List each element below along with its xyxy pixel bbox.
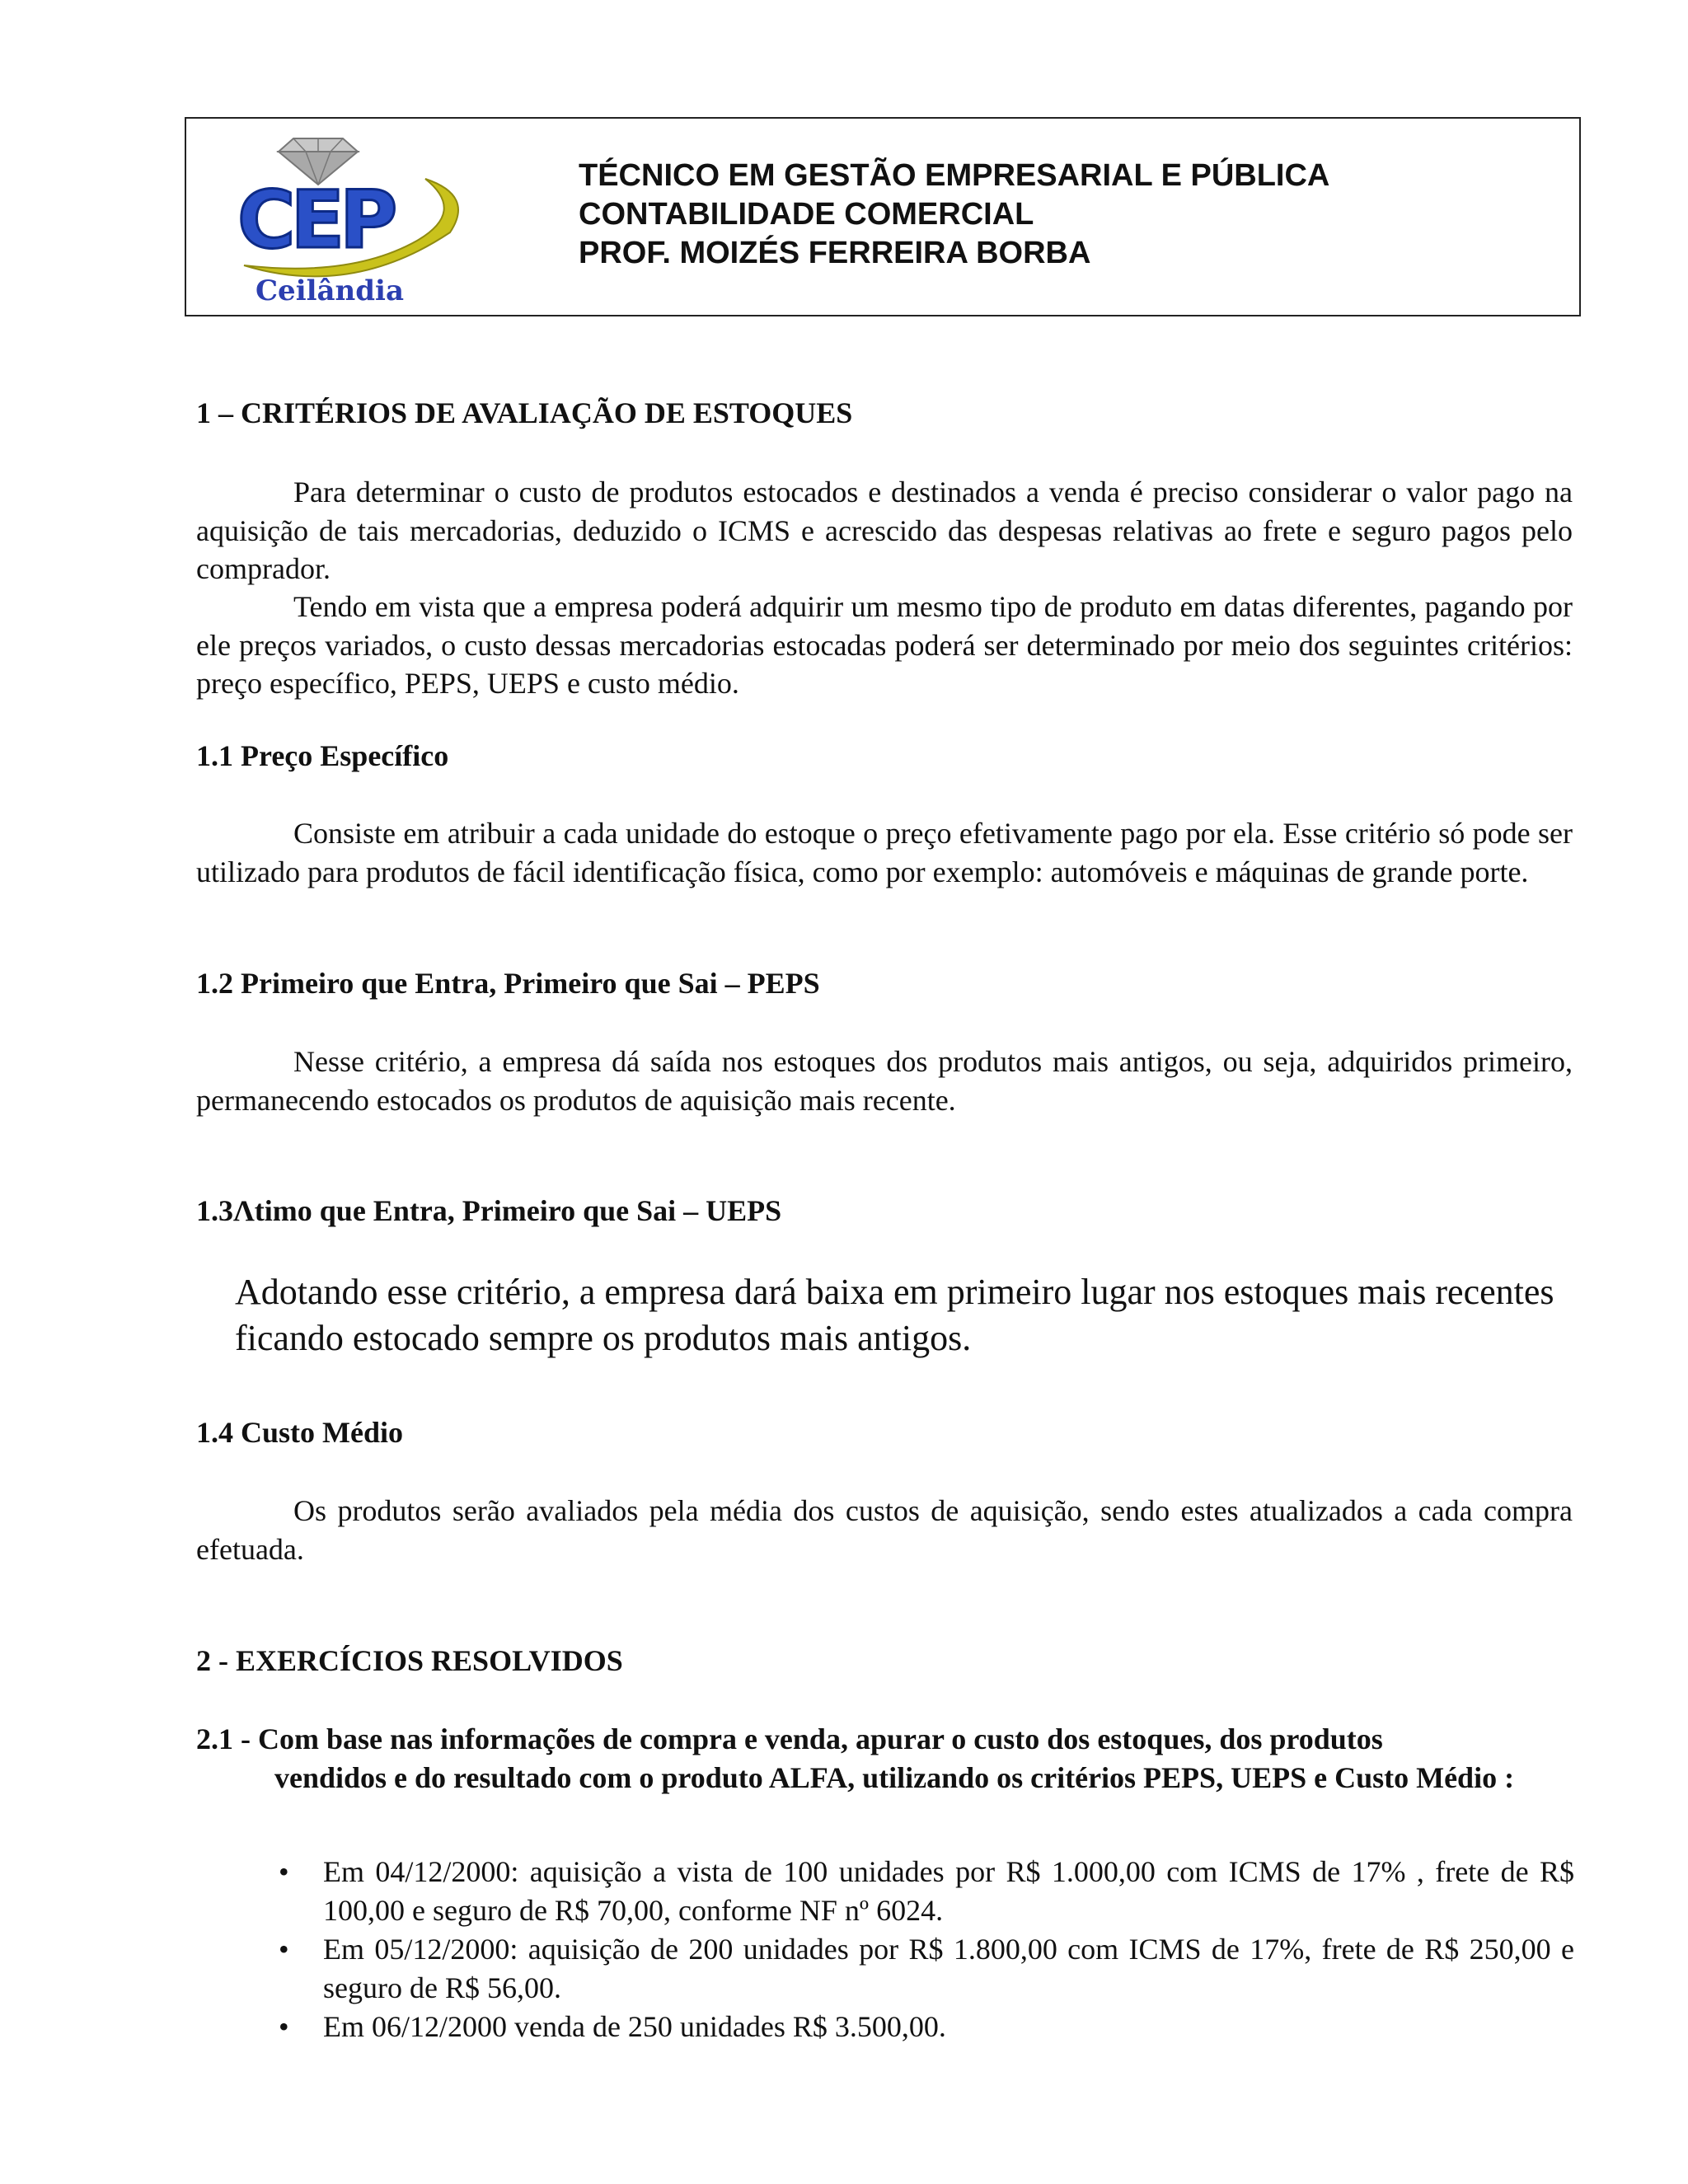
exercise-statement-continuation: vendidos e do resultado com o produto ALFA, utilizando os critérios PEPS, UEPS e Custo Médio : — [274, 1760, 1515, 1794]
list-item: • Em 04/12/2000: aquisição a vista de 100 unidades por R$ 1.000,00 com ICMS de 17% , frete de R$ 100,00 e seguro de R$ 70,00, conforme NF nº 6024. — [272, 1853, 1574, 1929]
section-1-1-paragraph: Consiste em atribuir a cada unidade do estoque o preço efetivamente pago por ela. Esse critério só pode ser utilizado para produtos de fácil identificação física, como por exemplo: automóveis e máquinas de grande porte. — [196, 817, 1573, 888]
exercise-number: 2.1 - — [196, 1722, 258, 1755]
course-title: TÉCNICO EM GESTÃO EMPRESARIAL E PÚBLICA — [579, 158, 1330, 193]
section-1-2-title: 1.2 Primeiro que Entra, Primeiro que Sai – PEPS — [196, 967, 820, 1000]
exercise-data-list — [272, 1853, 1574, 2047]
section-1-2-paragraph: Nesse critério, a empresa dá saída nos estoques dos produtos mais antigos, ou seja, adquiridos primeiro, permanecendo estocados os produtos de aquisição mais recente. — [196, 1045, 1573, 1117]
section-2-title: 2 - EXERCÍCIOS RESOLVIDOS — [196, 1644, 623, 1677]
section-1-4-title: 1.4 Custo Médio — [196, 1416, 403, 1449]
subject-title: CONTABILIDADE COMERCIAL — [579, 197, 1034, 232]
professor-name: PROF. MOIZÉS FERREIRA BORBA — [579, 236, 1091, 270]
exercise-2-1-statement — [196, 1720, 1573, 1797]
section-1-1-title: 1.1 Preço Específico — [196, 739, 449, 772]
list-item: • Em 05/12/2000: aquisição de 200 unidades por R$ 1.800,00 com ICMS de 17%, frete de R$ 250,00 e seguro de R$ 56,00. — [272, 1930, 1574, 2007]
bullet-icon: • — [279, 1933, 289, 1966]
section-1-paragraph-1: Para determinar o custo de produtos estocados e destinados a venda é preciso considerar o valor pago na aquisição de tais mercadorias, deduzido o ICMS e acrescido das despesas relativas ao frete e seguro pagos pelo comprador. — [196, 476, 1573, 585]
cep-ceilandia-logo — [227, 134, 475, 307]
svg-text:Ceilândia: Ceilândia — [256, 274, 404, 307]
section-1-3-title: 1.3Λtimo que Entra, Primeiro que Sai – UEPS — [196, 1194, 782, 1227]
header-box — [185, 117, 1581, 316]
header-titles — [579, 157, 1329, 273]
svg-text:CEP: CEP — [237, 174, 393, 266]
exercise-statement-line1: Com base nas informações de compra e venda, apurar o custo dos estoques, dos produtos — [258, 1722, 1383, 1755]
bullet-icon: • — [279, 1855, 289, 1888]
section-1-title: 1 – CRITÉRIOS DE AVALIAÇÃO DE ESTOQUES — [196, 396, 853, 429]
bullet-icon: • — [279, 2010, 289, 2043]
section-1-3-paragraph: Adotando esse critério, a empresa dará baixa em primeiro lugar nos estoques mais recentes ficando estocado sempre os produtos mais antigos. — [235, 1272, 1554, 1358]
list-item: • Em 06/12/2000 venda de 250 unidades R$ 3.500,00. — [272, 2008, 1574, 2046]
section-1-4-paragraph: Os produtos serão avaliados pela média dos custos de aquisição, sendo estes atualizados a cada compra efetuada. — [196, 1494, 1573, 1566]
section-1-paragraph-2: Tendo em vista que a empresa poderá adquirir um mesmo tipo de produto em datas diferentes, pagando por ele preços variados, o custo dessas mercadorias estocadas poderá ser determinado por meio dos seguintes critérios: preço específico, PEPS, UEPS e custo médio. — [196, 590, 1573, 700]
